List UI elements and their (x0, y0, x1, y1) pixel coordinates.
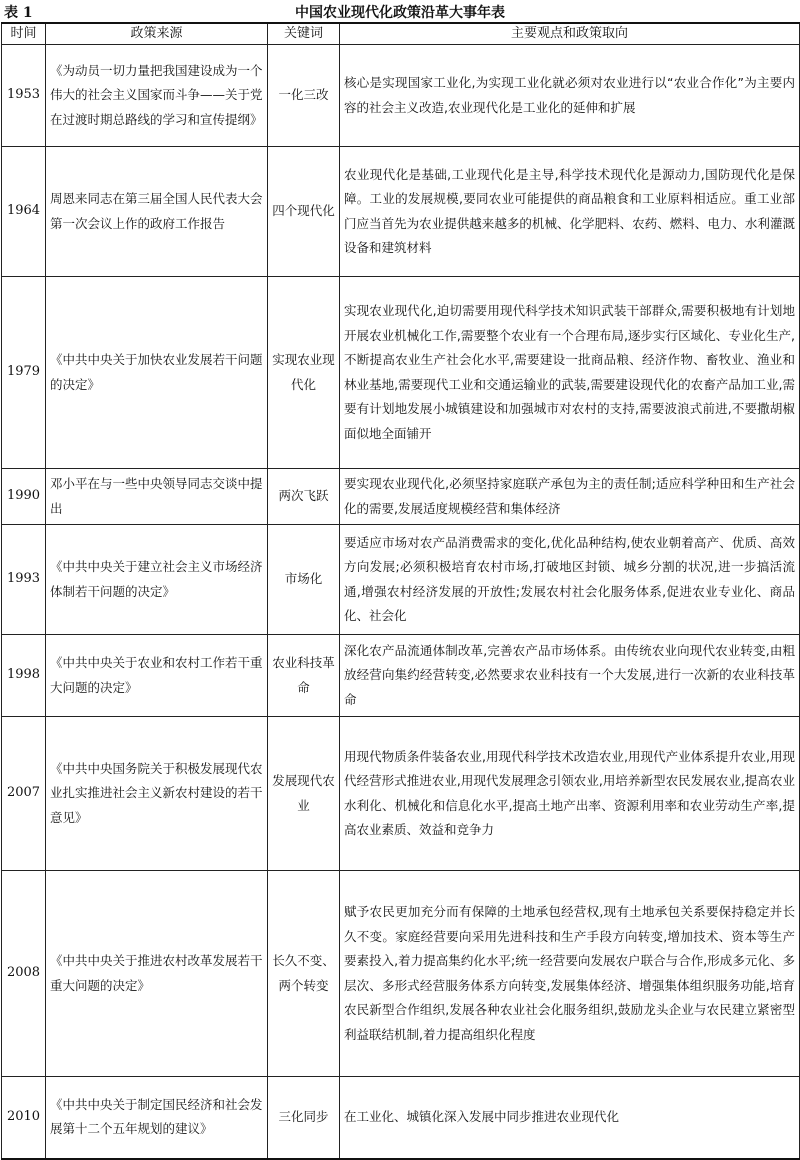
row-keyword: 实现农业现代化 (268, 277, 340, 469)
header-source: 政策来源 (46, 23, 268, 45)
row-view: 要适应市场对农产品消费需求的变化,优化品种结构,使农业朝着高产、优质、高效方向发展;必须积极培育农村市场,打破地区封锁、城乡分割的状况,进一步搞活流通,增强农村经济发展的开放性;发展农村社会化服务体系,促进农业专业化、商品化、社会化 (340, 525, 800, 635)
header-view: 主要观点和政策取向 (340, 23, 800, 45)
row-year: 1990 (2, 469, 46, 525)
row-keyword: 两次飞跃 (268, 469, 340, 525)
row-view: 赋予农民更加充分而有保障的土地承包经营权,现有土地承包关系要保持稳定并长久不变。家庭经营要向采用先进科技和生产手段方向转变,增加技术、资本等生产要素投入,着力提高集约化水平;统一经营要向发展农户联合与合作,形成多元化、多层次、多形式经营服务体系方向转变,发展集体经济、增强集体组织服务功能,培育农民新型合作组织,发展各种农业社会化服务组织,鼓励龙头企业与农民建立紧密型利益联结机制,着力提高组织化程度 (340, 871, 800, 1077)
row-keyword: 发展现代农业 (268, 717, 340, 871)
row-keyword: 市场化 (268, 525, 340, 635)
table-row (2, 525, 800, 635)
header-keyword: 关键词 (268, 23, 340, 45)
table-row (2, 45, 800, 147)
header-year: 时间 (2, 23, 46, 45)
table-row (2, 635, 800, 717)
row-keyword: 三化同步 (268, 1077, 340, 1159)
row-keyword: 一化三改 (268, 45, 340, 147)
row-source: 《中共中央关于推进农村改革发展若干重大问题的决定》 (46, 871, 268, 1077)
row-keyword: 长久不变、两个转变 (268, 871, 340, 1077)
row-year: 1979 (2, 277, 46, 469)
table-caption (0, 0, 800, 22)
table-row (2, 147, 800, 277)
row-year: 1964 (2, 147, 46, 277)
table-title: 中国农业现代化政策沿革大事年表 (295, 5, 505, 21)
header-row (2, 23, 800, 45)
row-source: 《中共中央国务院关于积极发展现代农业扎实推进社会主义新农村建设的若干意见》 (46, 717, 268, 871)
row-view: 要实现农业现代化,必须坚持家庭联产承包为主的责任制;适应科学种田和生产社会化的需要,发展适度规模经营和集体经济 (340, 469, 800, 525)
row-keyword: 农业科技革命 (268, 635, 340, 717)
table-row (2, 277, 800, 469)
row-year: 2007 (2, 717, 46, 871)
policy-timeline-table (1, 22, 800, 1160)
table-row (2, 469, 800, 525)
row-year: 2010 (2, 1077, 46, 1159)
row-view: 在工业化、城镇化深入发展中同步推进农业现代化 (340, 1077, 800, 1159)
row-source: 《中共中央关于加快农业发展若干问题的决定》 (46, 277, 268, 469)
row-source: 《中共中央关于制定国民经济和社会发展第十二个五年规划的建议》 (46, 1077, 268, 1159)
table-row (2, 1077, 800, 1159)
row-source: 《为动员一切力量把我国建设成为一个伟大的社会主义国家而斗争——关于党在过渡时期总路线的学习和宣传提纲》 (46, 45, 268, 147)
row-source: 《中共中央关于建立社会主义市场经济体制若干问题的决定》 (46, 525, 268, 635)
row-view: 实现农业现代化,迫切需要用现代科学技术知识武装干部群众,需要积极地有计划地开展农业机械化工作,需要整个农业有一个合理布局,逐步实行区域化、专业化生产,不断提高农业生产社会化水平,需要建设一批商品粮、经济作物、畜牧业、渔业和林业基地,需要现代工业和交通运输业的武装,需要建设现代化的农畜产品加工业,需要有计划地发展小城镇建设和加强城市对农村的支持,需要波浪式前进,不要撒胡椒面似地全面铺开 (340, 277, 800, 469)
row-view: 农业现代化是基础,工业现代化是主导,科学技术现代化是源动力,国防现代化是保障。工业的发展规模,要同农业可能提供的商品粮食和工业原料相适应。重工业部门应当首先为农业提供越来越多的机械、化学肥料、农药、燃料、电力、水利灌溉设备和建筑材料 (340, 147, 800, 277)
row-keyword: 四个现代化 (268, 147, 340, 277)
row-year: 1993 (2, 525, 46, 635)
row-source: 《中共中央关于农业和农村工作若干重大问题的决定》 (46, 635, 268, 717)
table-row (2, 717, 800, 871)
row-year: 1953 (2, 45, 46, 147)
row-year: 1998 (2, 635, 46, 717)
row-year: 2008 (2, 871, 46, 1077)
row-source: 邓小平在与一些中央领导同志交谈中提出 (46, 469, 268, 525)
row-view: 深化农产品流通体制改革,完善农产品市场体系。由传统农业向现代农业转变,由粗放经营向集约经营转变,必然要求农业科技有一个大发展,进行一次新的农业科技革命 (340, 635, 800, 717)
row-source: 周恩来同志在第三届全国人民代表大会第一次会议上作的政府工作报告 (46, 147, 268, 277)
row-view: 核心是实现国家工业化,为实现工业化就必须对农业进行以“农业合作化”为主要内容的社会主义改造,农业现代化是工业化的延伸和扩展 (340, 45, 800, 147)
table-row (2, 871, 800, 1077)
table-number: 表 1 (4, 5, 33, 21)
row-view: 用现代物质条件装备农业,用现代科学技术改造农业,用现代产业体系提升农业,用现代经营形式推进农业,用现代发展理念引领农业,用培养新型农民发展农业,提高农业水利化、机械化和信息化水平,提高土地产出率、资源利用率和农业劳动生产率,提高农业素质、效益和竞争力 (340, 717, 800, 871)
